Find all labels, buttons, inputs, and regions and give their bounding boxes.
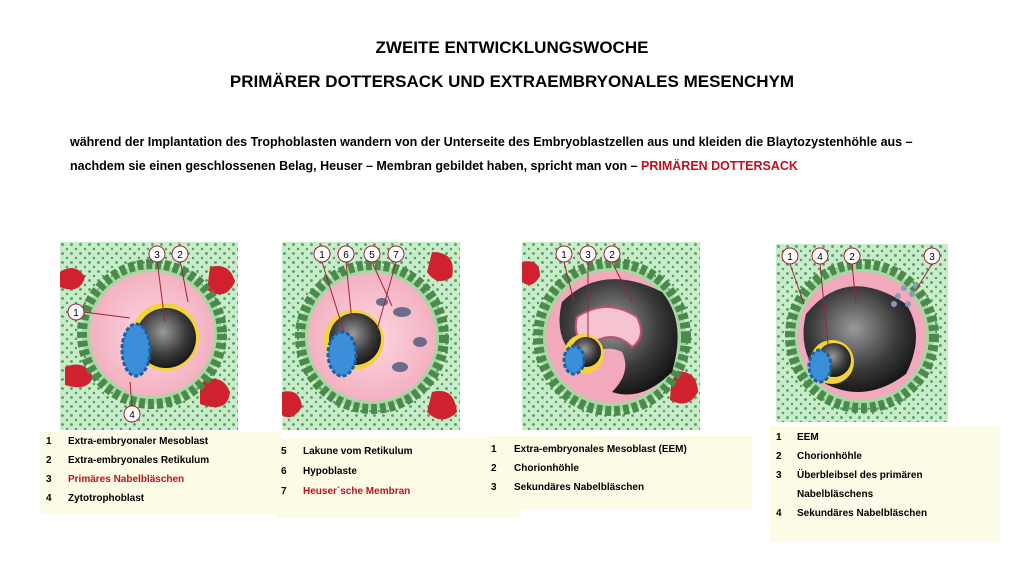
svg-text:3: 3	[585, 250, 591, 261]
legend-number: 1	[491, 444, 497, 455]
legend-label: Chorionhöhle	[797, 451, 862, 462]
legend-item	[770, 470, 1000, 488]
reticulum-lacuna	[392, 362, 408, 372]
legend-item	[770, 489, 1000, 507]
callout-1	[556, 246, 572, 262]
legend-label: Heuser´sche Membran	[303, 486, 411, 497]
legend-label: Überbleibsel des primären	[797, 470, 923, 481]
callout-2	[604, 246, 620, 262]
legend-number: 1	[776, 432, 782, 443]
legend-number: 2	[776, 451, 782, 462]
legend-panel-4	[770, 426, 1000, 542]
svg-text:2: 2	[849, 252, 855, 263]
callout-1	[782, 248, 798, 264]
legend-item	[276, 486, 520, 504]
reticulum-lacuna	[413, 337, 427, 347]
legend-label: Nabelbläschens	[797, 489, 874, 500]
embryoblast	[564, 346, 584, 374]
svg-text:1: 1	[319, 250, 325, 261]
callout-1	[314, 246, 330, 262]
svg-text:5: 5	[369, 250, 375, 261]
embryoblast	[328, 332, 356, 376]
callout-4	[812, 248, 828, 264]
intro-line-2-prefix: nachdem sie einen geschlossenen Belag, Heuser – Membran gebildet haben, spricht man von –	[70, 159, 642, 173]
legend-number: 1	[46, 436, 52, 447]
page-subtitle: PRIMÄRER DOTTERSACK UND EXTRAEMBRYONALES MESENCHYM	[229, 72, 795, 91]
legend-item	[770, 508, 1000, 526]
intro-line-2	[70, 154, 970, 178]
callout-2	[844, 248, 860, 264]
legend-item	[770, 432, 1000, 450]
svg-text:4: 4	[129, 410, 135, 421]
legend-label: Primäres Nabelbläschen	[68, 474, 185, 485]
legend-item	[486, 444, 752, 462]
intro-text	[70, 130, 970, 178]
callout-5	[364, 246, 380, 262]
svg-text:1: 1	[561, 250, 567, 261]
legend-number: 3	[491, 482, 497, 493]
callout-3	[924, 248, 940, 264]
legend-item	[486, 482, 752, 500]
legend-number: 3	[776, 470, 782, 481]
legend-number: 3	[46, 474, 52, 485]
legend-item	[40, 493, 282, 511]
intro-line-1: während der Implantation des Trophoblasten wandern von der Unterseite des Embryoblastzellen aus und kleiden die Blaytozystenhöhle aus –	[70, 135, 913, 149]
reticulum-lacuna	[393, 307, 411, 317]
legend-label: EEM	[797, 432, 819, 443]
diagram-panel-1	[60, 242, 238, 430]
legend-label: Extra-embryonales Retikulum	[68, 455, 210, 466]
legend-number: 7	[281, 486, 287, 497]
legend-item	[276, 446, 520, 464]
svg-text:6: 6	[343, 250, 349, 261]
embryoblast	[122, 324, 150, 376]
callout-7	[388, 246, 404, 262]
callout-3	[580, 246, 596, 262]
legend-number: 5	[281, 446, 287, 457]
legend-label: Hypoblaste	[303, 466, 357, 477]
svg-text:4: 4	[817, 252, 823, 263]
legend-label: Chorionhöhle	[514, 463, 579, 474]
legend-item	[770, 451, 1000, 469]
svg-text:2: 2	[609, 250, 615, 261]
legend-number: 6	[281, 466, 287, 477]
legend-number: 2	[491, 463, 497, 474]
legend-number: 4	[776, 508, 782, 519]
legend-item	[40, 436, 282, 454]
svg-text:7: 7	[393, 250, 399, 261]
svg-text:3: 3	[929, 252, 935, 263]
legend-panel-2	[276, 438, 520, 518]
legend-label: Lakune vom Retikulum	[303, 446, 413, 457]
diagram-panel-4	[776, 244, 948, 422]
page-title: ZWEITE ENTWICKLUNGSWOCHE	[375, 38, 649, 57]
svg-text:1: 1	[787, 252, 793, 263]
legend-label: Sekundäres Nabelbläschen	[514, 482, 645, 493]
legend-item	[276, 466, 520, 484]
legend-label: Zytotrophoblast	[68, 493, 145, 504]
svg-text:3: 3	[154, 250, 160, 261]
legend-item	[40, 455, 282, 473]
legend-item	[486, 463, 752, 481]
legend-label: Extra-embryonales Mesoblast (EEM)	[514, 444, 687, 455]
legend-item	[40, 474, 282, 492]
legend-label: Sekundäres Nabelbläschen	[797, 508, 928, 519]
svg-text:1: 1	[73, 308, 79, 319]
legend-panel-3	[486, 436, 752, 510]
diagram-panel-2	[282, 242, 460, 430]
intro-highlight: PRIMÄREN DOTTERSACK	[641, 159, 798, 173]
diagram-panel-3	[522, 242, 700, 430]
legend-panel-1	[40, 432, 282, 514]
svg-text:2: 2	[177, 250, 183, 261]
legend-number: 2	[46, 455, 52, 466]
reticulum-lacuna	[376, 298, 388, 306]
callout-1	[68, 304, 84, 320]
callout-4	[124, 406, 140, 422]
legend-number: 4	[46, 493, 52, 504]
callout-3	[149, 246, 165, 262]
callout-2	[172, 246, 188, 262]
embryoblast	[809, 350, 831, 382]
callout-6	[338, 246, 354, 262]
legend-label: Extra-embryonaler Mesoblast	[68, 436, 209, 447]
